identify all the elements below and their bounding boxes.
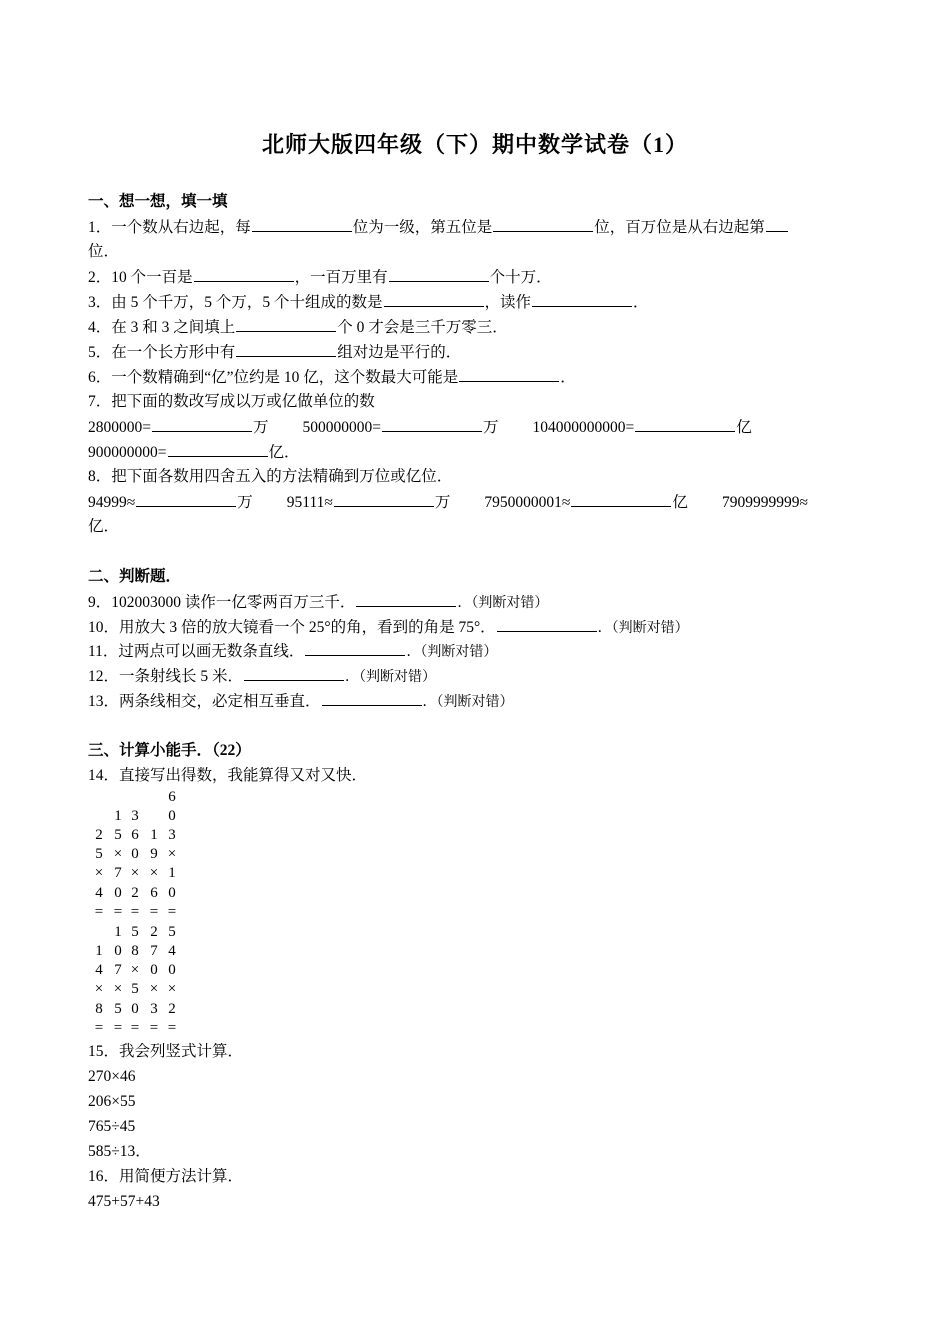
calc-char: 5 (131, 923, 139, 940)
calc-char: 0 (150, 962, 158, 979)
answer-blank[interactable] (384, 292, 484, 307)
q12-hint: ．（判断对错） (345, 670, 437, 685)
question-8: 8．把下面各数用四舍五入的方法精确到万位或亿位． (88, 468, 453, 485)
question-10 (88, 617, 689, 639)
calc-expression (147, 826, 161, 922)
q13-hint: ．（判断对错） (422, 695, 514, 710)
q1-text-b: 位为一级，第五位是 (352, 219, 493, 236)
calc-char: 3 (131, 807, 139, 824)
calc-char: 2 (168, 1000, 176, 1017)
calc-char: 2 (95, 827, 103, 843)
calc-char: = (149, 1019, 159, 1036)
q5-text-b: 组对边是平行的． (337, 344, 462, 361)
answer-blank[interactable] (244, 666, 344, 681)
question-6 (88, 367, 576, 388)
calc-char: 0 (114, 943, 122, 959)
calc-char: × (167, 846, 177, 863)
page-title: 北师大版四年级（下）期中数学试卷（1） (261, 132, 688, 157)
calc-char: 0 (131, 846, 139, 863)
q15-item-1: 270×46 (88, 1068, 136, 1085)
answer-blank[interactable] (389, 267, 489, 282)
calc-char: 5 (168, 923, 176, 940)
calc-expression (165, 788, 179, 922)
q8-number: 95111≈ (286, 494, 333, 511)
q7-number: 104000000000= (532, 419, 635, 436)
question-16: 16．用简便方法计算． (88, 1168, 244, 1185)
q7-unit: 亿 (736, 419, 752, 436)
calc-char: 0 (168, 884, 176, 901)
answer-blank[interactable] (305, 641, 405, 656)
calc-char: 5 (95, 846, 103, 863)
q7-number: 2800000= (88, 419, 151, 436)
q6-text-a: 6．一个数精确到“亿”位约是 10 亿，这个数最大可能是 (88, 369, 459, 386)
calc-char: 2 (150, 923, 158, 940)
calc-char: × (167, 981, 177, 998)
calc-char: 4 (95, 884, 103, 901)
q7-number: 500000000= (302, 419, 382, 436)
q11-hint: ．（判断对错） (406, 645, 498, 660)
question-2 (88, 267, 552, 288)
question-8-row-1 (88, 492, 808, 513)
q7-unit: 亿． (268, 444, 300, 461)
calc-char: 6 (168, 788, 176, 805)
calc-char: 0 (168, 807, 176, 824)
calc-char: 2 (131, 884, 139, 901)
calc-char: × (113, 981, 123, 998)
calc-char: 0 (168, 962, 176, 979)
calc-char: 7 (150, 943, 158, 959)
calc-char: 1 (114, 807, 122, 824)
q4-text-b: 个 0 才会是三千万零三． (337, 319, 508, 336)
calc-char: × (130, 865, 140, 882)
q15-item-2: 206×55 (88, 1093, 136, 1110)
calc-char: 6 (150, 884, 158, 901)
calc-char: 4 (168, 943, 176, 959)
calc-expression (111, 923, 125, 1038)
q8-unit: 亿 (672, 494, 688, 511)
q9-text: 9．102003000 读作一亿零两百万三千． (88, 594, 356, 611)
calc-expression (92, 826, 106, 922)
q1-text-c: 位，百万位是从右边起第 (594, 219, 765, 236)
calc-char: 6 (131, 827, 139, 843)
calc-char: 0 (114, 884, 122, 901)
question-9 (88, 592, 548, 614)
answer-blank[interactable] (152, 417, 252, 432)
calc-char: = (94, 903, 104, 920)
question-7-row-2 (88, 442, 300, 463)
calc-expression (128, 923, 142, 1038)
answer-blank[interactable] (356, 592, 456, 607)
q10-hint: ．（判断对错） (597, 621, 689, 636)
answer-blank[interactable] (571, 492, 671, 507)
calc-expression (92, 942, 106, 1038)
calc-char: 1 (168, 865, 176, 882)
question-7: 7．把下面的数改写成以万或亿做单位的数 (88, 393, 375, 410)
answer-blank[interactable] (493, 217, 593, 232)
question-3 (88, 292, 649, 313)
question-14: 14．直接写出得数，我能算得又对又快． (88, 767, 368, 784)
calc-char: = (130, 1019, 140, 1036)
answer-blank[interactable] (252, 217, 352, 232)
q8-number: 7909999999≈ (721, 494, 808, 511)
q15-item-4: 585÷13． (88, 1143, 151, 1160)
answer-blank[interactable] (459, 367, 559, 382)
answer-blank[interactable] (194, 267, 294, 282)
question-7-row-1 (88, 417, 752, 438)
q9-hint: ．（判断对错） (457, 596, 549, 611)
calc-char: = (113, 1019, 123, 1036)
calc-expression (111, 807, 125, 922)
calc-char: 3 (168, 827, 176, 843)
q4-text-a: 4．在 3 和 3 之间填上 (88, 319, 236, 336)
answer-blank[interactable] (236, 317, 336, 332)
question-8-row-2: 亿． (88, 518, 120, 535)
q5-text-a: 5．在一个长方形中有 (88, 344, 236, 361)
calc-char: = (167, 1019, 177, 1036)
calc-char: = (113, 903, 123, 920)
q6-text-b: ． (560, 369, 576, 386)
q8-number: 7950000001≈ (484, 494, 571, 511)
q3-text-c: ． (633, 294, 649, 311)
question-11 (88, 641, 497, 663)
answer-blank[interactable] (322, 691, 422, 706)
q3-text-b: ，读作 (484, 294, 532, 311)
q7-number: 900000000= (88, 444, 167, 461)
q2-text-c: 个十万． (489, 269, 552, 286)
answer-blank[interactable] (635, 417, 735, 432)
q13-text: 13．两条线相交，必定相互垂直． (88, 693, 321, 710)
calc-char: 5 (114, 1000, 122, 1017)
q2-text-a: 2．10 个一百是 (88, 269, 193, 286)
calc-char: 1 (114, 923, 122, 940)
calc-char: 7 (114, 962, 122, 979)
q1-text-a: 1．一个数从右边起，每 (88, 219, 251, 236)
calc-expression (128, 807, 142, 922)
calc-char: 8 (95, 1000, 103, 1017)
question-13 (88, 691, 514, 713)
q12-text: 12．一条射线长 5 米． (88, 668, 244, 685)
section-2-heading: 二、判断题． (88, 568, 182, 585)
q15-item-3: 765÷45 (88, 1118, 136, 1135)
calc-char: × (130, 962, 140, 979)
calc-char: 3 (150, 1000, 158, 1017)
calc-char: = (149, 903, 159, 920)
answer-blank[interactable] (532, 292, 632, 307)
calc-char: × (94, 865, 104, 882)
q7-unit: 万 (253, 419, 269, 436)
answer-blank[interactable] (236, 342, 336, 357)
calc-char: × (94, 981, 104, 998)
calc-expression (165, 923, 179, 1038)
q10-text: 10．用放大 3 倍的放大镜看一个 25°的角，看到的角是 75°． (88, 619, 496, 636)
section-1-heading: 一、想一想，填一填 (88, 193, 228, 210)
calc-char: × (113, 846, 123, 863)
calc-char: × (149, 865, 159, 882)
question-4 (88, 317, 508, 338)
answer-blank[interactable] (136, 492, 236, 507)
q8-unit: 万 (434, 494, 451, 511)
calc-char: 1 (150, 827, 158, 843)
calc-char: 0 (131, 1000, 139, 1017)
question-15: 15．我会列竖式计算． (88, 1043, 244, 1060)
calc-char: × (149, 981, 159, 998)
q1-text-d: 位． (88, 243, 120, 260)
question-5 (88, 342, 461, 363)
q11-text: 11．过两点可以画无数条直线． (88, 643, 305, 660)
q7-unit: 万 (483, 419, 499, 436)
calc-char: 4 (95, 962, 103, 979)
calc-char: = (94, 1019, 104, 1036)
answer-blank[interactable] (334, 492, 434, 507)
calc-char: 1 (95, 943, 103, 959)
q3-text-a: 3．由 5 个千万，5 个万，5 个十组成的数是 (88, 294, 383, 311)
calc-expression (147, 923, 161, 1038)
calc-char: 9 (150, 846, 158, 863)
q16-item-1: 475+57+43 (88, 1193, 160, 1210)
calc-char: 7 (114, 865, 122, 882)
question-12 (88, 666, 436, 688)
calc-char: = (130, 903, 140, 920)
q8-number: 94999≈ (88, 494, 136, 511)
answer-blank[interactable] (497, 617, 597, 632)
calc-char: = (167, 903, 177, 920)
q2-text-b: ，一百万里有 (294, 269, 388, 286)
answer-blank[interactable] (382, 417, 482, 432)
calc-char: 5 (114, 827, 122, 843)
answer-blank[interactable] (168, 442, 268, 457)
answer-blank[interactable] (766, 217, 788, 232)
section-3-heading: 三、计算小能手．（22） (88, 742, 251, 759)
calc-char: 8 (131, 943, 139, 959)
question-1 (88, 217, 789, 238)
calc-char: 5 (131, 981, 139, 998)
q8-unit: 万 (237, 494, 253, 511)
